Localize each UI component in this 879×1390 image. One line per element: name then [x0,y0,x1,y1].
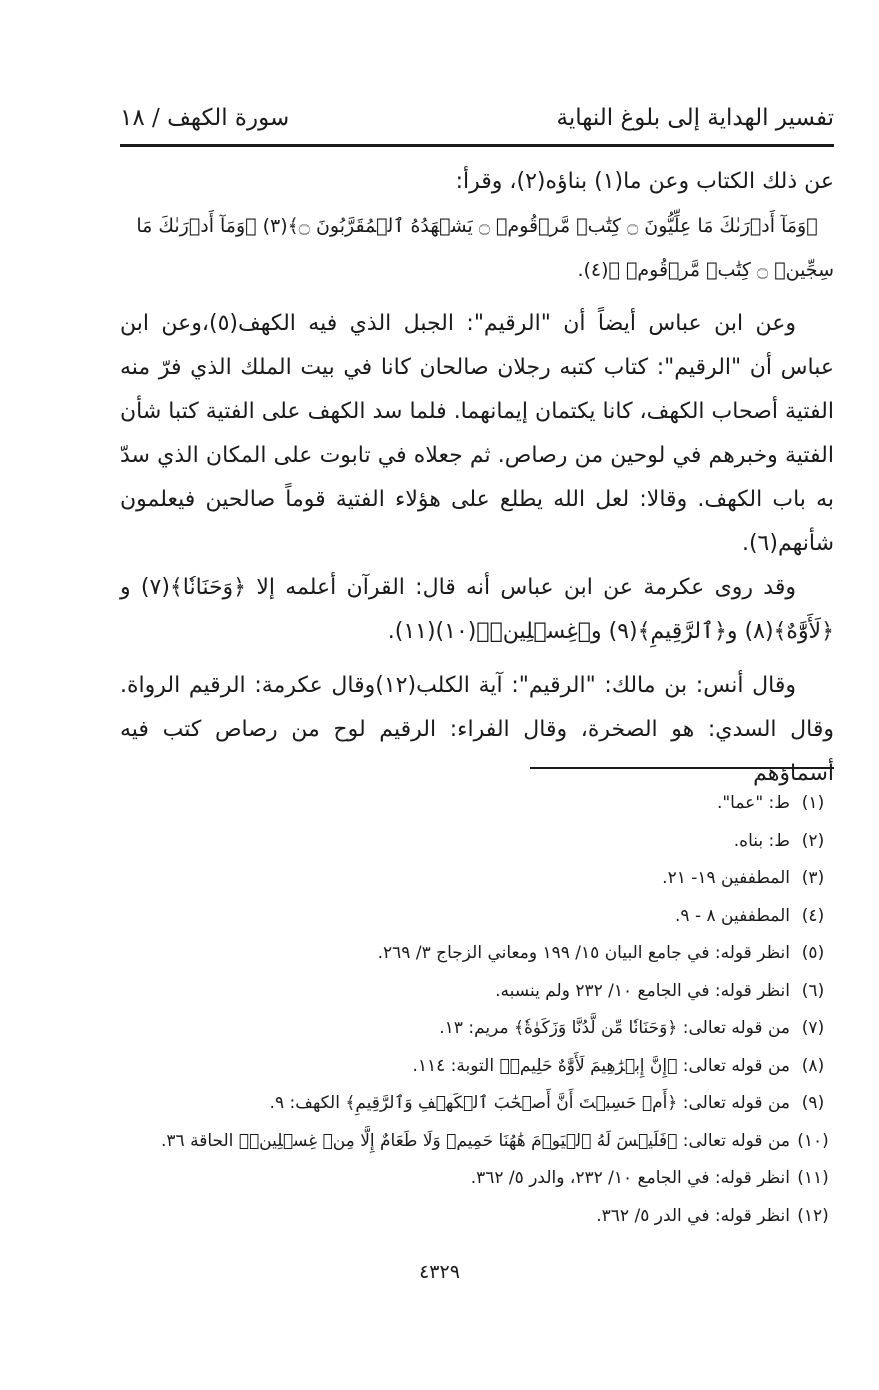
paragraph-3: وقد روى عكرمة عن ابن عباس أنه قال: القرآن أعلمه إلا ﴿وَحَنَانٗا﴾(٧) و ﴿لَأَوَّٰهٌ﴾(٨) و﴿ٱلرَّقِيمِ﴾(٩) و﴿غِسۡلِينٖ﴾(١٠)(١١). [120,575,834,644]
footnote-text: انظر قوله: في جامع البيان ١٥/ ١٩٩ ومعاني الزجاج ٣/ ٢٦٩. [377,943,790,963]
footnote-number: (١١) [797,1168,829,1188]
footnote-text: انظر قوله: في الجامع ١٠/ ٢٣٢ ولم ينسبه. [495,980,790,1001]
footnote-item [120,1010,836,1048]
footnote-item [120,1160,836,1198]
footnote-text: المطففين ٨ - ٩. [675,905,790,926]
footnote-text: ط: "عما". [716,793,790,813]
footnote-number: (١٢) [797,1205,829,1226]
footnote-item [120,1048,836,1086]
footnote-item [120,1198,836,1236]
paragraph-1: عن ذلك الكتاب وعن ما(١) بناؤه(٢)، وقرأ: [455,169,834,194]
paragraph-2: وعن ابن عباس أيضاً أن "الرقيم": الجبل الذي فيه الكهف(٥)،وعن ابن عباس أن "الرقيم": كتاب كتبه رجلان صالحان كانا في بيت الملك الذي فرّ منه الفتية أصحاب الكهف، كانا يكتمان إيمانهما. فلما سد الكهف على الفتية كتبا شأن الفتية وخبرهم في لوحين من رصاص. ثم جعلاه في تابوت على المكان الذي سدّ به باب الكهف. وقالا: لعل الله يطلع على هؤلاء الفتية قوماً صالحين فيعلمون شأنهم(٦). [120,311,834,556]
footnote-number: (٧) [801,1018,825,1038]
footnotes-list [120,785,836,1235]
footnote-text: انظر قوله: في الجامع ١٠/ ٢٣٢، والدر ٥/ ٣٦٢. [470,1168,790,1188]
footnote-separator [530,767,834,769]
footnote-item [120,898,836,936]
footnote-text: من قوله تعالى: ﴿أَمۡ حَسِبۡتَ أَنَّ أَصۡحَٰبَ ٱلۡكَهۡفِ وَٱلرَّقِيمِ﴾ الكهف: ٩. [269,1093,790,1113]
footnote-item [120,973,836,1011]
footnote-number: (٩) [801,1093,825,1113]
footnote-number: (٥) [801,943,825,963]
footnote-number: (١٠) [797,1130,829,1151]
book-title: تفسير الهداية إلى بلوغ النهاية [556,105,834,131]
footnote-text: انظر قوله: في الدر ٥/ ٣٦٢. [596,1205,790,1226]
footnote-number: (٦) [801,980,825,1001]
footnote-number: (٨) [801,1055,825,1076]
footnote-item [120,1085,836,1123]
footnote-number: (١) [801,793,825,813]
footnote-text: من قوله تعالى: ﴿وَحَنَانٗا مِّن لَّدُنَّا وَزَكَوٰةٗ﴾ مريم: ١٣. [439,1018,790,1038]
footnote-item [120,860,836,898]
footnote-text: ط: بناه. [733,830,790,851]
footnote-number: (٤) [801,905,825,926]
footnote-number: (٣) [801,868,825,888]
surah-page-label: سورة الكهف / ١٨ [120,105,290,131]
footnote-text: من قوله تعالى: ﴿فَلَيۡسَ لَهُ ٱلۡيَوۡمَ هَٰهُنَا حَمِيمٞ وَلَا طَعَامٌ إِلَّا مِنۡ غِسۡلِينٖ﴾ الحاقة ٣٦. [161,1130,790,1151]
footnote-number: (٢) [801,830,825,851]
footnote-text: من قوله تعالى: ﴿إِنَّ إِبۡرَٰهِيمَ لَأَوَّٰهٌ حَلِيمٞ﴾ التوبة: ١١٤. [412,1055,790,1076]
footnote-item [120,785,836,823]
paragraph-4: وقال أنس: بن مالك: "الرقيم": آية الكلب(١٢)وقال عكرمة: الرقيم الرواة. وقال السدي: هو الصخرة، وقال الفراء: الرقيم لوح من رصاص كتب فيه أسماؤهم [120,673,834,786]
page-number: ٤٣٢٩ [419,1261,460,1283]
running-header [120,98,834,138]
quran-verse-block: ﴿وَمَآ أَدۡرَىٰكَ مَا عِلِّيُّونَ ۝ كِتَٰبٞ مَّرۡقُومٞ ۝ يَشۡهَدُهُ ٱلۡمُقَرَّبُونَ ۝﴾(٣) ﴿وَمَآ أَدۡرَىٰكَ مَا سِجِّينٞ ۝ كِتَٰبٞ مَّرۡقُومٞ ﴾(٤). [136,215,834,281]
header-rule [120,144,834,147]
footnote-item [120,935,836,973]
footnote-text: المطففين ١٩- ٢١. [662,868,790,888]
main-text [120,160,834,796]
footnote-item [120,1123,836,1161]
footnote-item [120,823,836,861]
